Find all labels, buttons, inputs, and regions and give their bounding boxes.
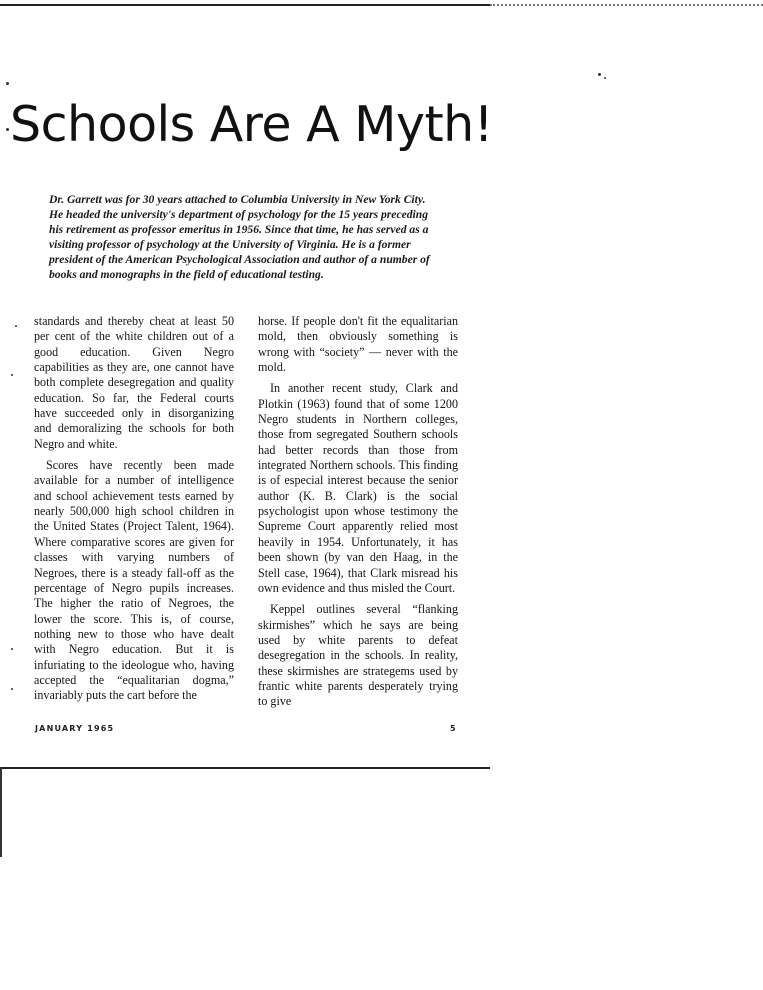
scan-speck (15, 325, 17, 327)
article-title: Schools Are A Myth! (10, 96, 493, 153)
scan-speck (11, 648, 13, 650)
corner-mark (0, 767, 6, 857)
paragraph: horse. If people don't fit the equalitarian mold, then obviously something is wrong with “society” — never with the mold. (258, 314, 458, 375)
author-intro: Dr. Garrett was for 30 years attached to Columbia University in New York City. He headed the university's department of psychology for the 15 years preceding his retirement as professor emeritus in 1956. Since that time, he has served as a visiting professor of psychology at the University of Virginia. He is a former president of the American Psychological Association and author of a number of books and monographs in the field of educational testing. (49, 193, 430, 281)
paragraph: Keppel outlines several “flanking skirmishes” which he says are being used by white parents to defeat desegregation in the schools. In reality, these skirmishes are strategems used by frantic white parents desperately trying to give (258, 602, 458, 709)
paragraph: Scores have recently been made available for a number of intelligence and school achievement tests earned by nearly 500,000 high school children in the United States (Project Talent, 1964). Where comparative scores are given for classes with varying numbers of Negroes, there is a steady fall-off as the percentage of Negro pupils increases. The higher the ratio of Negroes, the lower the score. This is, of course, nothing new to those who have dealt with Negro education. But it is infuriating to the ideologue who, having accepted the “equalitarian dogma,” invariably puts the cart before the (34, 458, 234, 703)
scan-speck (604, 77, 606, 79)
top-rule (0, 4, 490, 6)
page-number: 5 (450, 724, 457, 733)
scan-speck (6, 82, 9, 85)
right-column (258, 314, 458, 710)
scan-speck (11, 374, 13, 376)
issue-date: JANUARY 1965 (35, 724, 115, 733)
left-column (34, 314, 234, 704)
scan-speck (11, 688, 13, 690)
scan-speck (598, 73, 601, 76)
bottom-rule (0, 767, 490, 769)
paragraph: In another recent study, Clark and Plotkin (1963) found that of some 1200 Negro students in Northern colleges, those from segregated Southern schools had better records than those from integrated Northern schools. This finding is of especial interest because the senior author (K. B. Clark) is the social psychologist upon whose testimony the Supreme Court apparently relied most heavily in 1954. Unfortunately, it has been shown (by van den Haag, in the Stell case, 1964), that Clark misread his own evidence and thus misled the Court. (258, 381, 458, 595)
scan-speck (6, 128, 9, 131)
top-dotted-rule (490, 4, 763, 6)
paragraph: standards and thereby cheat at least 50 per cent of the white children out of a good education. Given Negro capabilities as they are, one cannot have both complete desegregation and quality education. So far, the Federal courts have succeeded only in disorganizing and demoralizing the schools for both Negro and white. (34, 314, 234, 451)
